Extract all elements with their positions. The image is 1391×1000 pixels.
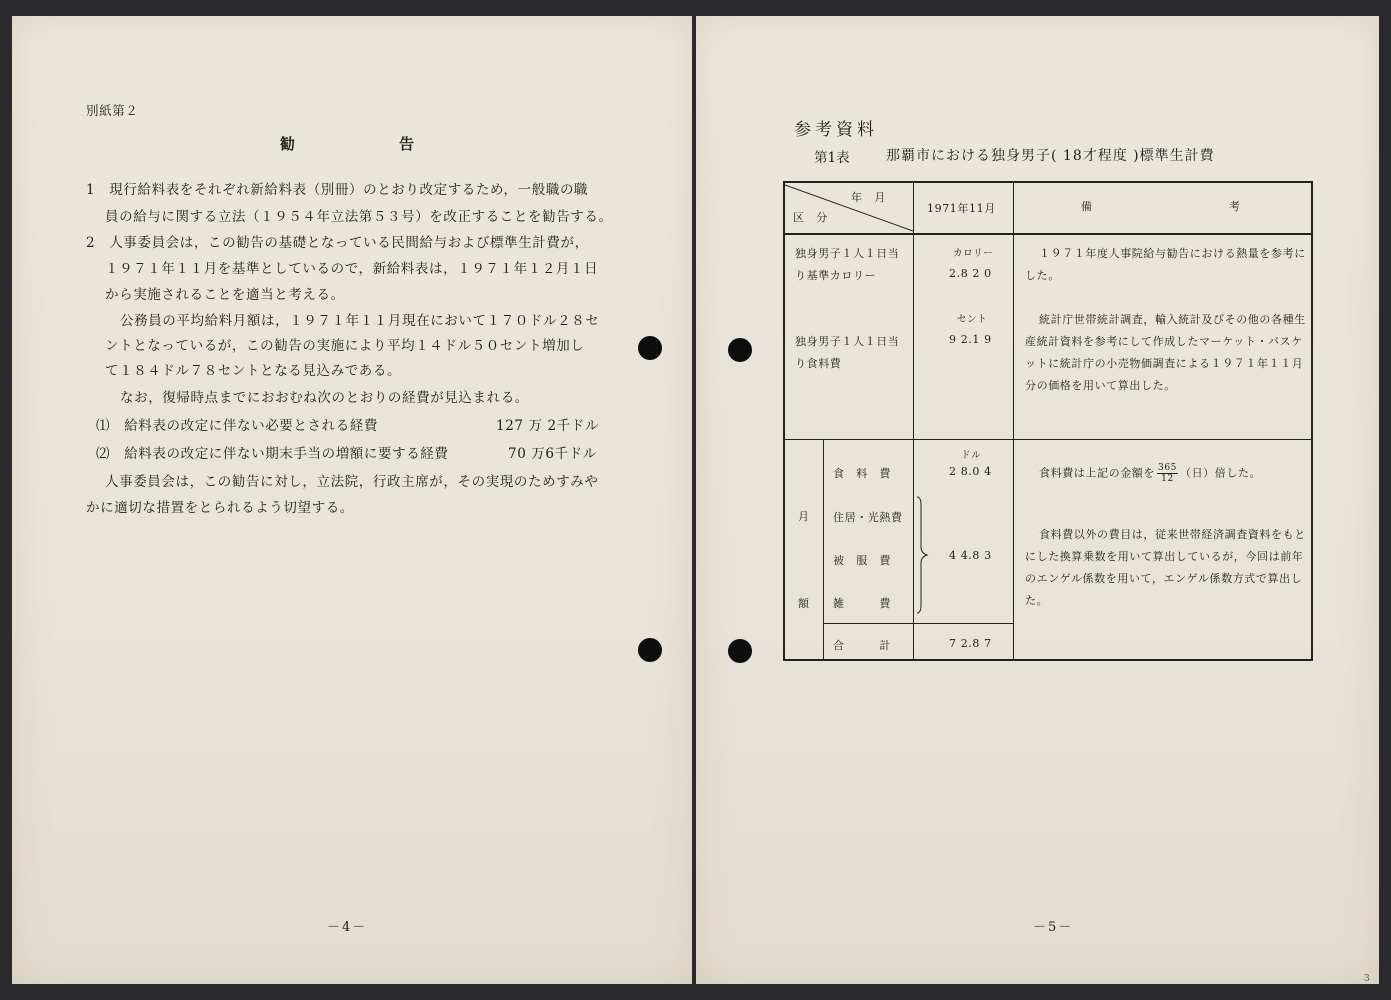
- item2-amount: 70 万6千ドル: [508, 446, 597, 462]
- heading-char-1: 勧: [280, 135, 296, 153]
- punch-hole-top: [638, 336, 662, 360]
- brace: [915, 495, 929, 615]
- para3-line2: ントとなっているが，この勧告の実施により平均１４ドル５０セント増加し: [105, 338, 585, 354]
- food-label: 食 料 費: [833, 467, 891, 480]
- total-value: 7 2.8 7: [949, 637, 992, 650]
- heading-char-2: 告: [399, 135, 415, 153]
- monthly-rule: [785, 439, 1311, 440]
- para2-line3: から実施されることを適当と考える。: [105, 287, 345, 303]
- row1-label-1: 独身男子１人１日当: [795, 247, 900, 260]
- food-value: 2 8.0 4: [949, 465, 992, 478]
- header-category: 区 分: [793, 211, 828, 224]
- total-rule: [823, 623, 1013, 624]
- para3-line1: 公務員の平均給料月額は，１９７１年１１月現在において１７０ドル２８セ: [120, 313, 600, 329]
- other-value: 4 4.8 3: [949, 549, 992, 562]
- other-remark-1: 食料費以外の費目は，従来世帯経済調査資料をもと: [1039, 528, 1306, 541]
- header-remarks-1: 備: [1081, 200, 1093, 213]
- header-remarks-2: 考: [1229, 200, 1241, 213]
- left-page: [12, 16, 692, 984]
- punch-hole-bottom-right: [728, 639, 752, 663]
- para2-line1: 2 人事委員会は，この勧告の基礎となっている民間給与および標準生計費が，: [86, 235, 589, 251]
- row2-remark-4: 分の価格を用いて算出した。: [1025, 379, 1176, 392]
- misc-label: 雑 費: [833, 597, 891, 610]
- housing-label: 住居・光熱費: [833, 511, 903, 524]
- page-number-left: －4－: [327, 920, 368, 935]
- other-remark-3: のエンゲル係数を用いて，エンゲル係数方式で算出し: [1025, 572, 1303, 585]
- row2-value: 9 2.1 9: [949, 333, 992, 346]
- header-year-month: 年 月: [851, 191, 886, 204]
- row2-label-1: 独身男子１人１日当: [795, 335, 900, 348]
- col-rule-2: [1013, 183, 1014, 659]
- monthly-label-1: 月: [798, 510, 810, 523]
- row2-label-2: り食料費: [795, 357, 842, 370]
- total-label: 合 計: [833, 639, 891, 652]
- punch-hole-bottom: [638, 638, 662, 662]
- row2-remark-2: 産統計資料を参考にして作成したマーケット・バスケ: [1025, 335, 1303, 348]
- other-remark-4: た。: [1025, 594, 1049, 607]
- header-diagonal: [785, 183, 913, 233]
- para2-line2: １９７１年１１月を基準としているので，新給料表は，１９７１年１２月１日: [105, 261, 599, 277]
- header-period: 1971年11月: [927, 202, 996, 215]
- fraction-denominator: 12: [1161, 474, 1174, 484]
- col-rule-1: [913, 183, 914, 659]
- corner-mark: 3: [1364, 974, 1370, 984]
- item2-label: ⑵ 給料表の改定に伴ない期末手当の増額に要する経費: [96, 446, 449, 462]
- cost-of-living-table: [783, 181, 1313, 661]
- para4: なお，復帰時点までにおおむね次のとおりの経費が見込まれる。: [120, 390, 529, 406]
- row1-remark-2: した。: [1025, 269, 1060, 282]
- punch-hole-top-right: [728, 338, 752, 362]
- food-remark-pre: 食料費は上記の金額を: [1039, 466, 1155, 480]
- table-caption-no: 第1表: [814, 150, 850, 166]
- food-remark-post: （日）倍した。: [1179, 466, 1262, 480]
- para1-line2: 員の給与に関する立法（１９５４年立法第５３号）を改正することを勧告する。: [105, 209, 613, 225]
- para3-line3: て１８４ドル７８セントとなる見込みである。: [105, 363, 402, 379]
- row1-remark-1: １９７１年度人事院給与勧告における熱量を参考に: [1039, 247, 1306, 260]
- fraction: [1157, 463, 1178, 484]
- right-page: [696, 16, 1379, 984]
- item1-amount: 127 万 2千ドル: [496, 418, 599, 434]
- clothing-label: 被 服 費: [833, 554, 891, 567]
- row2-remark-1: 統計庁世帯統計調査，輸入統計及びその他の各種生: [1039, 313, 1306, 326]
- para5-line2: かに適切な措置をとられるよう切望する。: [86, 500, 354, 516]
- page-number-right: －5－: [1033, 920, 1074, 935]
- para1-line1: 1 現行給料表をそれぞれ新給料表（別冊）のとおり改定するため，一般職の職: [86, 182, 589, 198]
- col-rule-monthly: [823, 439, 824, 659]
- section-title: 参考資料: [794, 120, 878, 140]
- row2-unit: セント: [957, 314, 988, 325]
- row1-label-2: り基準カロリー: [795, 269, 877, 282]
- fraction-numerator: 365: [1158, 463, 1177, 473]
- header-rule: [785, 233, 1311, 235]
- row2-remark-3: ットに統計庁の小売物価調査による１９７１年１１月: [1025, 357, 1304, 370]
- item1-label: ⑴ 給料表の改定に伴ない必要とされる経費: [96, 418, 378, 434]
- other-remark-2: にした換算乗数を用いて算出しているが，今回は前年: [1025, 550, 1304, 563]
- table-caption: 那覇市における独身男子( 18才程度 )標準生計費: [886, 148, 1215, 164]
- attachment-label: 別紙第２: [86, 103, 139, 118]
- monthly-label-2: 額: [798, 597, 810, 610]
- food-remark: [1039, 463, 1261, 484]
- row1-unit: カロリー: [953, 248, 994, 259]
- para5-line1: 人事委員会は，この勧告に対し，立法院，行政主席が，その実現のためすみや: [105, 474, 599, 490]
- food-unit: ドル: [961, 450, 982, 461]
- row1-value: 2.8 2 0: [949, 267, 992, 280]
